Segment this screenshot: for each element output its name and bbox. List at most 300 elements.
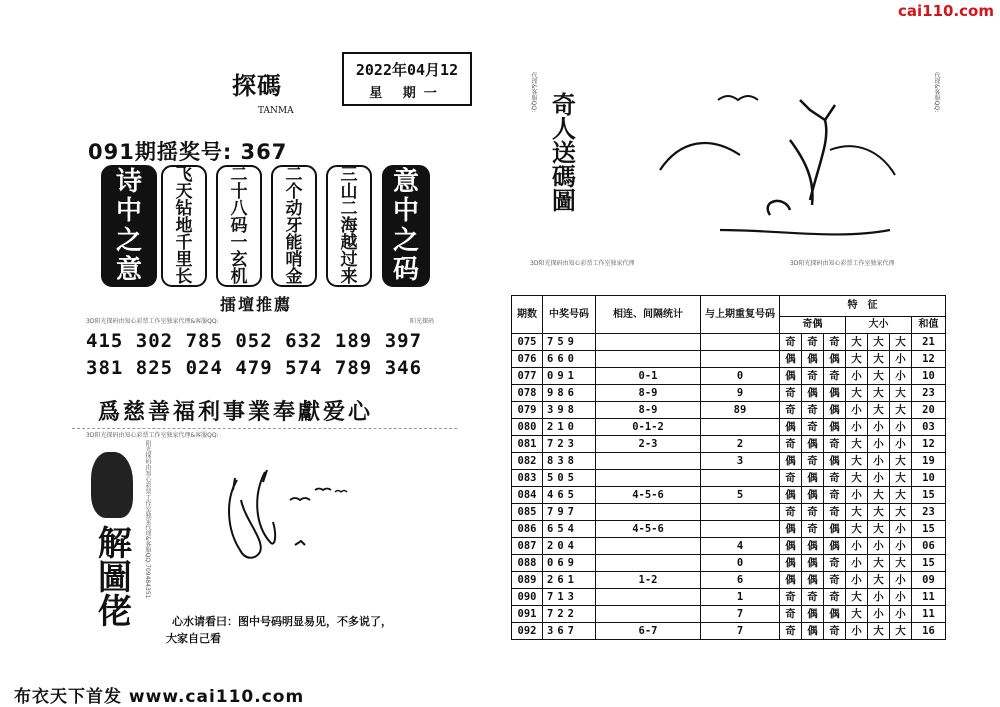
poem-char: 二 xyxy=(230,165,248,185)
table-cell: 5 xyxy=(701,487,780,504)
poem-char: 二 xyxy=(340,199,358,219)
table-cell: 大 xyxy=(846,589,868,606)
number: 381 xyxy=(86,357,124,379)
table-cell: 大 xyxy=(868,334,890,351)
table-row xyxy=(512,521,946,538)
table-cell: 偶 xyxy=(802,470,824,487)
table-cell: 奇 xyxy=(824,572,846,589)
poem-column-1 xyxy=(161,165,207,287)
table-row xyxy=(512,453,946,470)
poem-char: 千 xyxy=(175,233,193,253)
table-cell: 大 xyxy=(868,351,890,368)
table-cell: 奇 xyxy=(802,504,824,521)
table-cell: 小 xyxy=(868,419,890,436)
table-row xyxy=(512,572,946,589)
col-features: 特 征 xyxy=(780,296,946,317)
poem-char: 码 xyxy=(230,216,248,236)
table-cell: 4 xyxy=(701,538,780,555)
history-table xyxy=(511,295,946,640)
poem-char: 山 xyxy=(340,182,358,202)
table-cell xyxy=(596,606,701,623)
table-cell: 奇 xyxy=(780,470,802,487)
table-cell: 小 xyxy=(846,555,868,572)
table-cell: 11 xyxy=(912,606,946,623)
table-cell: 偶 xyxy=(780,487,802,504)
poem-char: 飞 xyxy=(175,165,193,185)
table-cell: 大 xyxy=(868,504,890,521)
table-cell: 797 xyxy=(543,504,596,521)
table-cell: 0-1-2 xyxy=(596,419,701,436)
table-cell: 大 xyxy=(846,351,868,368)
col-odd-even: 奇偶 xyxy=(780,317,846,334)
poem-char: 来 xyxy=(340,267,358,287)
table-cell: 奇 xyxy=(802,419,824,436)
poem-char: 动 xyxy=(285,199,303,219)
table-cell: 大 xyxy=(846,470,868,487)
table-cell: 7 xyxy=(701,623,780,640)
col-repeat: 与上期重复号码 xyxy=(701,296,780,334)
number: 825 xyxy=(135,357,174,379)
table-cell: 大 xyxy=(890,334,912,351)
table-cell: 奇 xyxy=(780,504,802,521)
table-cell: 大 xyxy=(846,334,868,351)
table-cell xyxy=(596,453,701,470)
table-cell: 偶 xyxy=(802,385,824,402)
title-char: 碼 xyxy=(547,164,577,188)
right-side-note: 代理&客服QQ: xyxy=(530,72,537,113)
table-cell: 465 xyxy=(543,487,596,504)
table-cell: 小 xyxy=(846,538,868,555)
poem-char: 能 xyxy=(285,233,303,253)
table-cell: 大 xyxy=(890,623,912,640)
table-cell: 03 xyxy=(912,419,946,436)
poem-char: 钻 xyxy=(175,199,193,219)
table-cell xyxy=(701,470,780,487)
table-cell: 079 xyxy=(512,402,543,419)
right-bottom-note-2: 3D阳光探码由知心彩票工作室独家代理 xyxy=(790,260,895,267)
table-cell xyxy=(596,351,701,368)
poem-char: 玄 xyxy=(230,250,248,270)
table-cell: 偶 xyxy=(824,538,846,555)
table-cell: 奇 xyxy=(780,436,802,453)
title-char: 佬 xyxy=(91,593,132,627)
table-cell: 小 xyxy=(846,623,868,640)
table-cell: 204 xyxy=(543,538,596,555)
table-cell: 8-9 xyxy=(596,402,701,419)
table-cell xyxy=(701,351,780,368)
table-cell: 21 xyxy=(912,334,946,351)
table-cell: 2-3 xyxy=(596,436,701,453)
table-cell: 小 xyxy=(890,521,912,538)
table-cell: 大 xyxy=(868,402,890,419)
number: 052 xyxy=(235,330,273,352)
table-cell: 偶 xyxy=(802,572,824,589)
title-char: 圖 xyxy=(547,188,577,212)
poem-char: 八 xyxy=(230,199,248,219)
table-cell: 0 xyxy=(701,368,780,385)
table-cell: 23 xyxy=(912,504,946,521)
table-cell: 15 xyxy=(912,487,946,504)
table-row xyxy=(512,385,946,402)
table-cell xyxy=(596,334,701,351)
table-cell: 偶 xyxy=(802,623,824,640)
table-cell: 小 xyxy=(846,487,868,504)
table-cell: 小 xyxy=(890,436,912,453)
table-cell: 15 xyxy=(912,555,946,572)
puzzle-side-note: 阳光探码由知心彩票工作室独家代理&客服QQ:709484351 xyxy=(144,440,151,599)
table-cell: 092 xyxy=(512,623,543,640)
number: 479 xyxy=(235,357,273,379)
table-cell: 偶 xyxy=(802,436,824,453)
table-cell: 偶 xyxy=(780,538,802,555)
table-cell: 小 xyxy=(846,368,868,385)
poem-char: 个 xyxy=(285,182,303,202)
table-cell: 091 xyxy=(543,368,596,385)
table-cell: 09 xyxy=(912,572,946,589)
table-cell: 偶 xyxy=(824,385,846,402)
table-cell: 奇 xyxy=(802,368,824,385)
table-cell: 小 xyxy=(868,589,890,606)
footer: 布衣天下首发 www.cai110.com xyxy=(14,687,305,707)
recommend-banner: 擂壇推薦 xyxy=(220,295,293,314)
table-cell: 大 xyxy=(868,572,890,589)
table-cell: 偶 xyxy=(780,555,802,572)
poem-char: 十 xyxy=(230,182,248,202)
table-cell: 078 xyxy=(512,385,543,402)
table-cell: 0 xyxy=(701,555,780,572)
table-cell: 小 xyxy=(846,419,868,436)
number: 346 xyxy=(384,357,423,379)
table-cell: 12 xyxy=(912,351,946,368)
poem-char: 二 xyxy=(285,165,303,185)
poem-char: 机 xyxy=(230,267,248,287)
number: 302 xyxy=(135,330,174,352)
table-cell: 077 xyxy=(512,368,543,385)
table-cell: 大 xyxy=(868,521,890,538)
table-cell: 大 xyxy=(846,436,868,453)
title-char: 解 xyxy=(91,525,132,559)
sage-portrait xyxy=(91,452,133,518)
numbers-row-2 xyxy=(86,357,422,379)
poem-char: 之 xyxy=(392,225,419,256)
poem-column-4 xyxy=(326,165,372,287)
right-puzzle-title xyxy=(547,92,577,212)
table-cell: 偶 xyxy=(824,351,846,368)
table-cell: 654 xyxy=(543,521,596,538)
table-cell: 偶 xyxy=(802,555,824,572)
table-cell: 大 xyxy=(846,453,868,470)
table-cell: 088 xyxy=(512,555,543,572)
table-cell: 奇 xyxy=(824,334,846,351)
table-cell: 3 xyxy=(701,453,780,470)
poem-char: 意 xyxy=(392,166,419,197)
table-cell: 713 xyxy=(543,589,596,606)
table-cell: 6-7 xyxy=(596,623,701,640)
table-cell: 19 xyxy=(912,453,946,470)
table-cell: 080 xyxy=(512,419,543,436)
table-cell: 087 xyxy=(512,538,543,555)
table-cell: 偶 xyxy=(802,538,824,555)
table-cell: 小 xyxy=(890,606,912,623)
number: 574 xyxy=(285,357,323,379)
table-cell: 小 xyxy=(868,606,890,623)
table-cell: 986 xyxy=(543,385,596,402)
col-issue: 期数 xyxy=(512,296,543,334)
table-cell: 大 xyxy=(890,504,912,521)
table-cell: 偶 xyxy=(780,419,802,436)
table-cell: 大 xyxy=(868,487,890,504)
poem-column-2 xyxy=(216,165,262,287)
table-cell: 0-1 xyxy=(596,368,701,385)
table-cell: 奇 xyxy=(802,521,824,538)
poem-right-label xyxy=(382,165,430,287)
table-cell: 大 xyxy=(890,487,912,504)
table-cell: 大 xyxy=(890,385,912,402)
title-char: 奇 xyxy=(547,92,577,116)
table-cell: 084 xyxy=(512,487,543,504)
poem-char: 金 xyxy=(285,267,303,287)
table-cell: 398 xyxy=(543,402,596,419)
table-cell: 奇 xyxy=(824,368,846,385)
table-cell: 838 xyxy=(543,453,596,470)
number: 415 xyxy=(86,330,124,352)
table-cell: 偶 xyxy=(780,351,802,368)
table-cell: 偶 xyxy=(780,453,802,470)
col-big-small: 大小 xyxy=(846,317,912,334)
poem-char: 过 xyxy=(340,250,358,270)
table-cell: 奇 xyxy=(802,453,824,470)
table-cell: 505 xyxy=(543,470,596,487)
table-cell: 奇 xyxy=(824,623,846,640)
table-row xyxy=(512,334,946,351)
table-cell xyxy=(596,538,701,555)
weekday: 星 期一 xyxy=(369,86,445,101)
table-cell: 奇 xyxy=(780,623,802,640)
table-row xyxy=(512,589,946,606)
poem-column-3 xyxy=(271,165,317,287)
table-cell: 大 xyxy=(846,521,868,538)
col-consecutive: 相连、间隔统计 xyxy=(596,296,701,334)
poem-left-label xyxy=(101,165,157,287)
number: 397 xyxy=(384,330,423,352)
table-cell: 081 xyxy=(512,436,543,453)
poem-char: 一 xyxy=(230,233,248,253)
poem-char: 意 xyxy=(115,255,142,286)
puzzle-small-notice: 3D阳光探码由知心彩票工作室独家代理&客服QQ: xyxy=(86,432,219,439)
sketch-leaves-birds xyxy=(215,460,365,580)
col-sum: 和值 xyxy=(912,317,946,334)
table-cell: 723 xyxy=(543,436,596,453)
table-cell: 小 xyxy=(868,436,890,453)
table-cell: 4-5-6 xyxy=(596,521,701,538)
table-cell: 小 xyxy=(868,453,890,470)
table-cell xyxy=(701,521,780,538)
table-cell: 奇 xyxy=(824,555,846,572)
number: 632 xyxy=(285,330,323,352)
table-cell: 小 xyxy=(890,538,912,555)
title-pinyin: TANMA xyxy=(258,106,294,116)
table-cell: 759 xyxy=(543,334,596,351)
table-cell: 大 xyxy=(890,470,912,487)
number: 189 xyxy=(334,330,373,352)
table-cell xyxy=(701,419,780,436)
title-char: 送 xyxy=(547,140,577,164)
table-cell: 奇 xyxy=(824,589,846,606)
table-cell: 小 xyxy=(868,470,890,487)
table-cell: 小 xyxy=(890,368,912,385)
table-cell: 2 xyxy=(701,436,780,453)
table-cell xyxy=(596,504,701,521)
title-char: 圖 xyxy=(91,559,132,593)
table-cell: 偶 xyxy=(780,521,802,538)
table-cell: 083 xyxy=(512,470,543,487)
table-cell: 偶 xyxy=(780,572,802,589)
table-cell: 奇 xyxy=(802,402,824,419)
table-cell: 11 xyxy=(912,589,946,606)
table-row xyxy=(512,419,946,436)
site-brand[interactable]: cai110.com xyxy=(898,2,994,20)
table-cell: 075 xyxy=(512,334,543,351)
table-cell: 1 xyxy=(701,589,780,606)
table-cell: 076 xyxy=(512,351,543,368)
table-cell: 23 xyxy=(912,385,946,402)
table-cell: 偶 xyxy=(824,402,846,419)
table-cell: 小 xyxy=(890,351,912,368)
table-cell: 1-2 xyxy=(596,572,701,589)
table-cell: 大 xyxy=(846,385,868,402)
poem-char: 码 xyxy=(392,255,419,286)
table-cell: 大 xyxy=(868,385,890,402)
table-cell: 奇 xyxy=(824,487,846,504)
table-cell: 12 xyxy=(912,436,946,453)
table-cell: 大 xyxy=(868,555,890,572)
table-cell: 8-9 xyxy=(596,385,701,402)
table-row xyxy=(512,606,946,623)
table-cell: 091 xyxy=(512,606,543,623)
table-cell: 小 xyxy=(890,572,912,589)
table-cell: 082 xyxy=(512,453,543,470)
table-cell: 奇 xyxy=(824,470,846,487)
table-cell: 89 xyxy=(701,402,780,419)
table-cell: 奇 xyxy=(780,589,802,606)
table-cell: 20 xyxy=(912,402,946,419)
table-cell: 085 xyxy=(512,504,543,521)
poem-char: 海 xyxy=(340,216,358,236)
table-cell: 偶 xyxy=(824,606,846,623)
poem-char: 长 xyxy=(175,267,193,287)
table-cell: 奇 xyxy=(780,334,802,351)
table-cell xyxy=(701,334,780,351)
table-row xyxy=(512,470,946,487)
numbers-row-1 xyxy=(86,330,422,352)
table-cell: 大 xyxy=(890,453,912,470)
left-puzzle-title xyxy=(91,525,132,627)
table-row xyxy=(512,351,946,368)
poem-char: 越 xyxy=(340,233,358,253)
table-cell xyxy=(596,589,701,606)
table-row xyxy=(512,538,946,555)
poem-char: 天 xyxy=(175,182,193,202)
table-cell: 4-5-6 xyxy=(596,487,701,504)
poem-char: 牙 xyxy=(285,216,303,236)
table-row xyxy=(512,504,946,521)
title-char: 人 xyxy=(547,116,577,140)
table-row xyxy=(512,368,946,385)
table-cell: 15 xyxy=(912,521,946,538)
table-cell: 367 xyxy=(543,623,596,640)
table-cell: 小 xyxy=(846,402,868,419)
date-box xyxy=(342,52,472,106)
table-row xyxy=(512,623,946,640)
table-cell: 6 xyxy=(701,572,780,589)
table-cell: 偶 xyxy=(824,453,846,470)
table-cell: 奇 xyxy=(780,606,802,623)
poem-char: 三 xyxy=(340,165,358,185)
table-cell: 大 xyxy=(890,555,912,572)
table-cell: 偶 xyxy=(780,368,802,385)
table-cell: 大 xyxy=(868,368,890,385)
table-cell: 06 xyxy=(912,538,946,555)
table-cell: 660 xyxy=(543,351,596,368)
puzzle-caption-1: 心水请看曰：图中号码明显易见，不多说了， xyxy=(172,615,392,628)
number: 024 xyxy=(185,357,223,379)
table-cell: 小 xyxy=(868,538,890,555)
number: 789 xyxy=(334,357,373,379)
poem-char: 之 xyxy=(115,225,142,256)
table-cell: 089 xyxy=(512,572,543,589)
small-notice: 3D阳光探码由知心彩票工作室独家代理&客服QQ: xyxy=(86,318,219,325)
table-cell: 9 xyxy=(701,385,780,402)
poem-char: 中 xyxy=(392,196,419,227)
charity-slogan: 爲慈善福利事業奉獻爱心 xyxy=(98,399,374,425)
table-cell xyxy=(596,555,701,572)
table-cell: 偶 xyxy=(824,521,846,538)
table-row xyxy=(512,555,946,572)
winning-number-line: 091期揺奖号: 367 xyxy=(88,140,288,164)
table-cell: 奇 xyxy=(802,589,824,606)
table-row xyxy=(512,436,946,453)
table-cell: 小 xyxy=(890,419,912,436)
table-cell: 大 xyxy=(846,504,868,521)
table-cell: 16 xyxy=(912,623,946,640)
table-cell: 小 xyxy=(846,572,868,589)
number: 785 xyxy=(185,330,223,352)
table-cell: 偶 xyxy=(802,487,824,504)
poem-char: 中 xyxy=(115,196,142,227)
table-cell: 偶 xyxy=(824,419,846,436)
poem-char: 里 xyxy=(175,250,193,270)
right-bottom-note: 3D阳光探码由知心彩票工作室独家代理 xyxy=(530,260,635,267)
table-cell: 偶 xyxy=(802,351,824,368)
table-cell: 261 xyxy=(543,572,596,589)
poem-char: 诗 xyxy=(115,166,142,197)
table-row xyxy=(512,402,946,419)
table-cell: 奇 xyxy=(780,385,802,402)
table-cell: 069 xyxy=(543,555,596,572)
table-cell: 奇 xyxy=(802,334,824,351)
sketch-tree-hills xyxy=(640,80,910,250)
table-cell: 090 xyxy=(512,589,543,606)
table-cell xyxy=(701,504,780,521)
table-cell: 小 xyxy=(890,589,912,606)
col-numbers: 中奖号码 xyxy=(543,296,596,334)
table-cell: 奇 xyxy=(824,436,846,453)
table-row xyxy=(512,487,946,504)
page-title: 探碼 xyxy=(232,71,282,100)
right-side-note-2: 代理&客服QQ: xyxy=(933,72,940,113)
table-cell: 10 xyxy=(912,368,946,385)
table-cell: 大 xyxy=(890,402,912,419)
